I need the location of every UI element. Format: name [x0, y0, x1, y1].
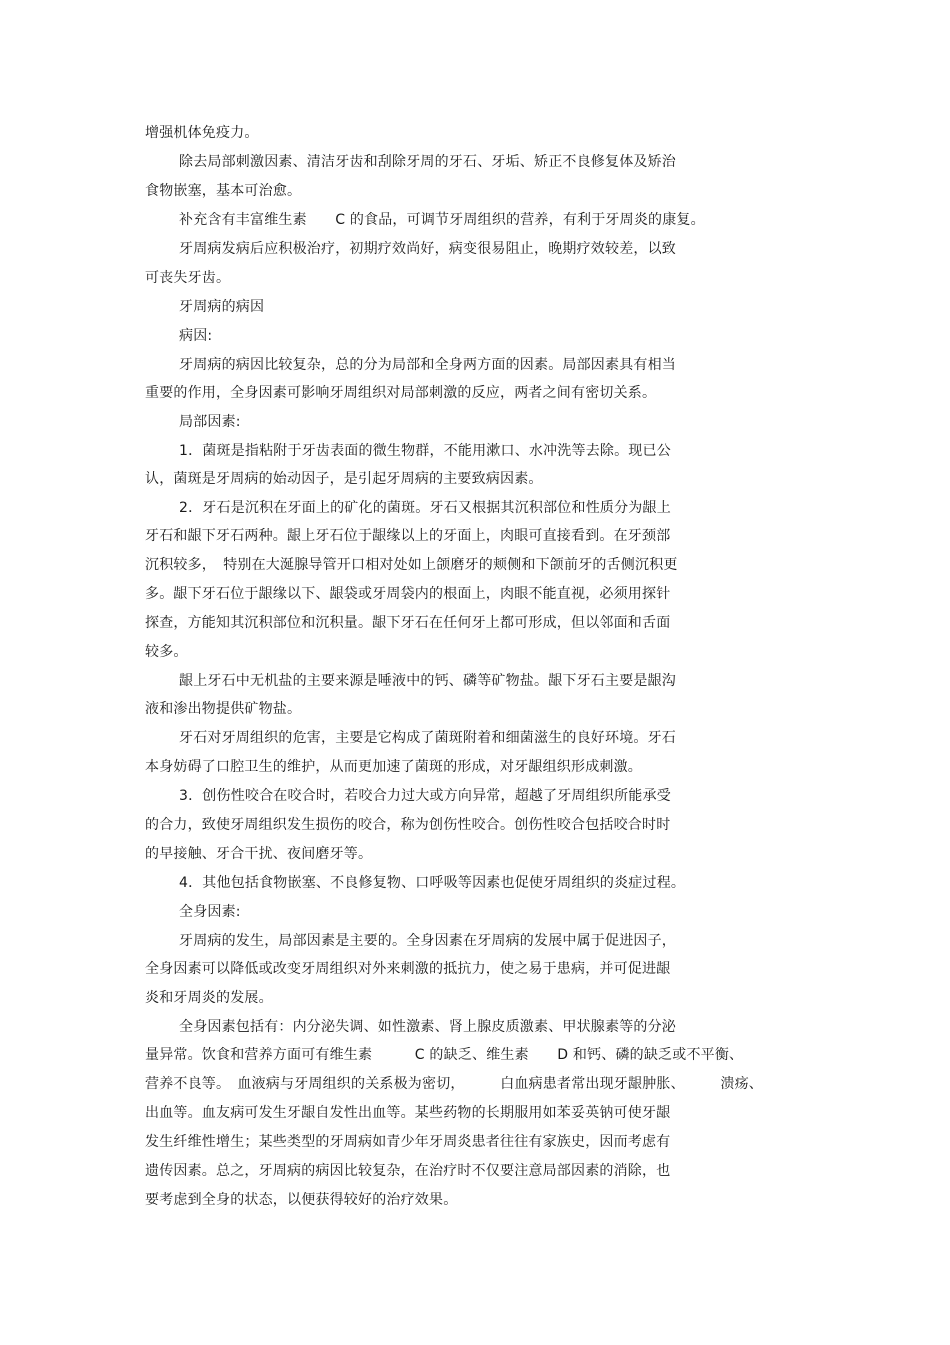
- text-line: 探查，方能知其沉积部位和沉积量。龈下牙石在任何牙上都可形成，但以邻面和舌面: [145, 615, 671, 631]
- text-line: 较多。: [145, 644, 188, 660]
- text-line: 1．菌斑是指粘附于牙齿表面的微生物群，不能用漱口、水冲洗等去除。现已公: [179, 443, 671, 459]
- text-line: 可丧失牙齿。: [145, 270, 231, 286]
- section-heading: 牙周病的病因: [179, 299, 265, 315]
- text-line: 量异常。饮食和营养方面可有维生素 C 的缺乏、维生素 D 和钙、磷的缺乏或不平衡、: [145, 1047, 744, 1063]
- text-line: 牙周病的发生，局部因素是主要的。全身因素在牙周病的发展中属于促进因子，: [179, 933, 676, 949]
- text-line: 认，菌斑是牙周病的始动因子，是引起牙周病的主要致病因素。: [145, 471, 543, 487]
- text-line: 的早接触、牙合干扰、夜间磨牙等。: [145, 846, 373, 862]
- text-line: 多。龈下牙石位于龈缘以下、龈袋或牙周袋内的根面上，肉眼不能直视，必须用探针: [145, 586, 671, 602]
- text-line: 出血等。血友病可发生牙龈自发性出血等。某些药物的长期服用如苯妥英钠可使牙龈: [145, 1105, 671, 1121]
- text-line: 龈上牙石中无机盐的主要来源是唾液中的钙、磷等矿物盐。龈下牙石主要是龈沟: [179, 673, 676, 689]
- text-line: 3．创伤性咬合在咬合时，若咬合力过大或方向异常，超越了牙周组织所能承受: [179, 788, 671, 804]
- text-line: 全身因素:: [179, 904, 241, 920]
- text-line: 局部因素:: [179, 414, 241, 430]
- text-line: 2．牙石是沉积在牙面上的矿化的菌斑。牙石又根据其沉积部位和性质分为龈上: [179, 500, 671, 516]
- text-line: 增强机体免疫力。: [145, 125, 259, 141]
- text-line: 牙周病发病后应积极治疗，初期疗效尚好，病变很易阻止，晚期疗效较差，以致: [179, 241, 676, 257]
- text-line: 要考虑到全身的状态，以便获得较好的治疗效果。: [145, 1192, 458, 1208]
- text-line: 牙石对牙周组织的危害，主要是它构成了菌斑附着和细菌滋生的良好环境。牙石: [179, 730, 676, 746]
- text-line: 沉积较多， 特别在大涎腺导管开口相对处如上颌磨牙的颊侧和下颌前牙的舌侧沉积更: [145, 557, 678, 573]
- text-line: 病因:: [179, 328, 213, 344]
- text-line: 重要的作用，全身因素可影响牙周组织对局部刺激的反应，两者之间有密切关系。: [145, 385, 657, 401]
- text-line: 全身因素包括有：内分泌失调、如性激素、肾上腺皮质激素、甲状腺素等的分泌: [179, 1019, 676, 1035]
- text-line: 除去局部刺激因素、清洁牙齿和刮除牙周的牙石、牙垢、矫正不良修复体及矫治: [179, 154, 676, 170]
- text-line: 补充含有丰富维生素 C 的食品，可调节牙周组织的营养，有利于牙周炎的康复。: [179, 212, 705, 228]
- text-line: 4．其他包括食物嵌塞、不良修复物、口呼吸等因素也促使牙周组织的炎症过程。: [179, 875, 686, 891]
- text-line: 遗传因素。总之，牙周病的病因比较复杂，在治疗时不仅要注意局部因素的消除，也: [145, 1163, 671, 1179]
- text-line: 全身因素可以降低或改变牙周组织对外来刺激的抵抗力，使之易于患病，并可促进龈: [145, 961, 671, 977]
- text-line: 牙石和龈下牙石两种。龈上牙石位于龈缘以上的牙面上，肉眼可直接看到。在牙颈部: [145, 528, 671, 544]
- text-line: 营养不良等。 血液病与牙周组织的关系极为密切， 白血病患者常出现牙龈肿胀、 溃疡、: [145, 1076, 763, 1092]
- text-line: 的合力，致使牙周组织发生损伤的咬合，称为创伤性咬合。创伤性咬合包括咬合时时: [145, 817, 671, 833]
- text-line: 牙周病的病因比较复杂，总的分为局部和全身两方面的因素。局部因素具有相当: [179, 357, 676, 373]
- text-line: 炎和牙周炎的发展。: [145, 990, 273, 1006]
- text-line: 食物嵌塞，基本可治愈。: [145, 183, 302, 199]
- text-line: 发生纤维性增生；某些类型的牙周病如青少年牙周炎患者往往有家族史，因而考虑有: [145, 1134, 671, 1150]
- text-line: 液和渗出物提供矿物盐。: [145, 701, 302, 717]
- text-line: 本身妨碍了口腔卫生的维护，从而更加速了菌斑的形成，对牙龈组织形成刺激。: [145, 759, 642, 775]
